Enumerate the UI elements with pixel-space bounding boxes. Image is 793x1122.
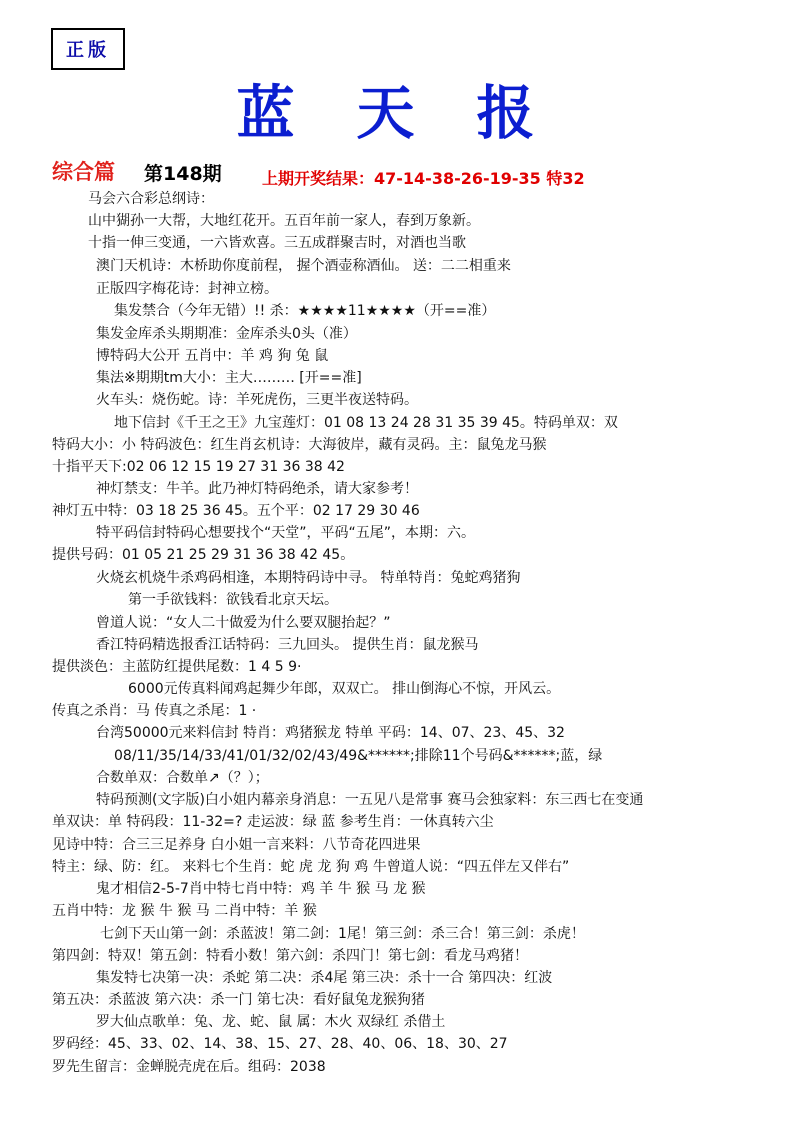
text-line: 地下信封《千王之王》九宝莲灯：01 08 13 24 28 31 35 39 45。特码单双：双 [114, 415, 618, 431]
newspaper-masthead: 蓝天报 [236, 79, 597, 147]
text-line: 第五决：杀蓝波 第六决：杀一门 第七决：看好鼠兔龙猴狗猪 [52, 992, 425, 1008]
text-line: 第四剑：特双！第五剑：特看小数！第六剑：杀四门！第七剑：看龙马鸡猪！ [52, 948, 528, 964]
text-line: 火烧玄机烧牛杀鸡码相逢，本期特码诗中寻。 特单特肖：兔蛇鸡猪狗 [96, 570, 521, 586]
text-line: 特主：绿、防：红。 来料七个生肖：蛇 虎 龙 狗 鸡 牛曾道人说：“四五伴左又伴右” [52, 859, 570, 875]
text-line: 马会六合彩总纲诗： [88, 191, 214, 207]
text-line: 五肖中特：龙 猴 牛 猴 马 二肖中特：羊 猴 [52, 903, 317, 919]
text-line: 6000元传真料闻鸡起舞少年郎，双双亡。 排山倒海心不惊，开风云。 [128, 681, 561, 697]
text-line: 特平码信封特码心想要找个“天堂”，平码“五尾”，本期：六。 [96, 525, 476, 541]
text-line: 提供号码：01 05 21 25 29 31 36 38 42 45。 [52, 547, 355, 563]
text-line: 神灯禁支：牛羊。此乃神灯特码绝杀，请大家参考！ [96, 481, 418, 497]
section-title: 综合篇 [52, 160, 115, 184]
text-line: 集法※期期tm大小：主大……… [开==准] [96, 370, 362, 386]
text-line: 香江特码精选报香江话特码：三九回头。 提供生肖：鼠龙猴马 [96, 637, 479, 653]
text-line: 神灯五中特：03 18 25 36 45。五个平：02 17 29 30 46 [52, 503, 420, 519]
text-line: 七剑下天山第一剑：杀蓝波！第二剑：1尾！第三剑：杀三合！第三剑：杀虎！ [100, 926, 585, 942]
text-line: 第一手欲钱料：欲钱看北京天坛。 [128, 592, 338, 608]
text-line: 集发金库杀头期期准：金库杀头0头（准） [96, 326, 357, 342]
text-line: 山中猢孙一大帮，大地红花开。五百年前一家人，春到万象新。 [88, 213, 480, 229]
text-line: 见诗中特：合三三足养身 白小姐一言来料：八节奇花四进果 [52, 837, 421, 853]
text-line: 博特码大公开 五肖中：羊 鸡 狗 兔 鼠 [96, 348, 329, 364]
last-draw-result: 上期开奖结果：47-14-38-26-19-35 特32 [262, 169, 585, 188]
text-line: 08/11/35/14/33/41/01/32/02/43/49&******;排除11个号码&******;蓝，绿 [114, 748, 603, 764]
text-line: 提供淡色：主蓝防红提供尾数：1 4 5 9· [52, 659, 302, 675]
text-line: 集发禁合（今年无错）!! 杀：★★★★11★★★★（开==准） [114, 303, 496, 319]
text-line: 集发特七决第一决：杀蛇 第二决：杀4尾 第三决：杀十一合 第四决：红波 [96, 970, 553, 986]
text-line: 特码大小：小 特码波色：红生肖玄机诗：大海彼岸，藏有灵码。主：鼠兔龙马猴 [52, 437, 547, 453]
text-line: 罗先生留言：金蝉脱壳虎在后。组码：2038 [52, 1059, 326, 1075]
text-line: 罗大仙点歌单：兔、龙、蛇、鼠 属：木火 双绿红 杀借土 [96, 1014, 446, 1030]
edition-stamp: 正版 [51, 28, 125, 70]
issue-number: 第148期 [144, 163, 222, 185]
text-line: 特码预测(文字版)白小姐内幕亲身消息：一五见八是常事 赛马会独家料：东三西七在变通 [96, 792, 644, 808]
text-line: 火车头：烧伤蛇。诗：羊死虎伤，三更半夜送特码。 [96, 392, 418, 408]
text-line: 正版四字梅花诗：封神立榜。 [96, 281, 278, 297]
text-line: 合数单双：合数单↗（？）； [96, 770, 269, 786]
text-line: 曾道人说：“女人二十做爱为什么要双腿抬起？” [96, 615, 391, 631]
text-line: 十指平天下:02 06 12 15 19 27 31 36 38 42 [52, 459, 345, 475]
text-line: 澳门天机诗：木桥助你度前程， 握个酒壶称酒仙。 送：二二相重来 [96, 258, 511, 274]
text-line: 台湾50000元来料信封 特肖：鸡猪猴龙 特单 平码：14、07、23、45、32 [96, 725, 565, 741]
text-line: 鬼才相信2-5-7肖中特七肖中特：鸡 羊 牛 猴 马 龙 猴 [96, 881, 426, 897]
text-line: 罗码经：45、33、02、14、38、15、27、28、40、06、18、30、27 [52, 1036, 508, 1052]
text-line: 单双诀：单 特码段：11-32=? 走运波：绿 蓝 参考生肖：一休真转六尘 [52, 814, 494, 830]
text-line: 传真之杀肖：马 传真之杀尾：1 · [52, 703, 257, 719]
text-line: 十指一伸三变通，一六皆欢喜。三五成群聚吉时，对酒也当歌 [88, 235, 466, 251]
